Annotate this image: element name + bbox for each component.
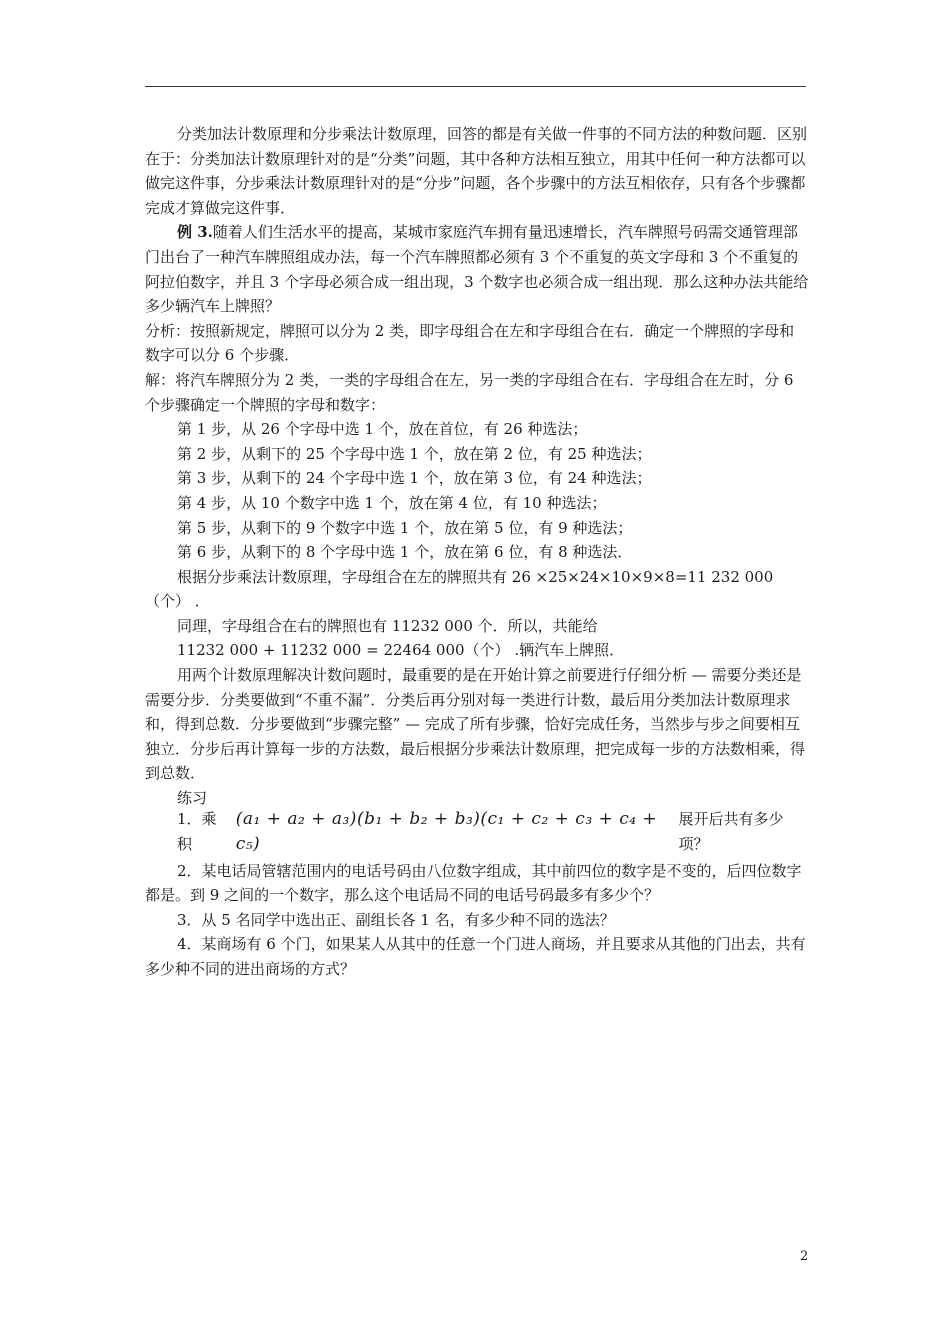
exercise-1-prefix: 1．乘积 <box>177 810 217 853</box>
paragraph-intro: 分类加法计数原理和分步乘法计数原理，回答的都是有关做一件事的不同方法的种数问题．区别在于：分类加法计数原理针对的是“分类”问题，其中各种方法相互独立，用其中任何一种方法都可以做完这件事，分步乘法计数原理针对的是“分步”问题，各个步骤中的方法互相依存，只有各个步骤都完成才算做完这件事． <box>145 125 808 217</box>
step-6: 第 6 步，从剩下的 8 个字母中选 1 个，放在第 6 位，有 8 种选法． <box>177 543 633 562</box>
step-2: 第 2 步，从剩下的 25 个字母中选 1 个，放在第 2 位，有 25 种选法； <box>177 444 652 463</box>
document-body <box>145 122 809 982</box>
result-total: 11232 000 + 11232 000 = 22464 000（个） .辆汽车上牌照． <box>177 641 625 660</box>
exercise-3: 3．从 5 名同学中选出正、副组长各 1 名，有多少种不同的选法？ <box>177 910 615 929</box>
exercise-4: 4．某商场有 6 个门，如果某人从其中的任意一个门进人商场，并且要求从其他的门出去，共有多少种不同的进出商场的方式？ <box>145 935 806 978</box>
example-3 <box>145 220 809 318</box>
example-label: 例 3. <box>177 223 213 242</box>
solution-paragraph: 解：将汽车牌照分为 2 类，一类的字母组合在左，另一类的字母组合在右．字母组合在左时，分 6 个步骤确定一个牌照的字母和数字： <box>145 370 794 414</box>
analysis-paragraph: 分析：按照新规定，牌照可以分为 2 类，即字母组合在左和字母组合在右．确定一个牌照的字母和数字可以分 6 个步骤． <box>145 321 795 365</box>
page-number: 2 <box>800 1249 809 1264</box>
step-1: 第 1 步，从 26 个字母中选 1 个，放在首位，有 26 种选法； <box>177 420 588 439</box>
step-3: 第 3 步，从剩下的 24 个字母中选 1 个，放在第 3 位，有 24 种选法； <box>177 469 652 488</box>
product-formula: (a₁ + a₂ + a₃)(b₁ + b₂ + b₃)(c₁ + c₂ + c₃ + c₄ + c₅) <box>235 809 658 854</box>
header-rule <box>145 86 806 87</box>
exercise-heading: 练习 <box>177 789 208 808</box>
step-4: 第 4 步，从 10 个数字中选 1 个，放在第 4 位，有 10 种选法； <box>177 493 607 512</box>
exercise-2: 2．某电话局管辖范围内的电话号码由八位数字组成，其中前四位的数字是不变的，后四位数字都是。到 9 之间的一个数字，那么这个电话局不同的电话号码最多有多少个？ <box>145 861 802 905</box>
result-right: 同理，字母组合在右的牌照也有 11232 000 个．所以，共能给 <box>177 616 598 635</box>
exercise-1-suffix: 展开后共有多少项？ <box>678 810 784 853</box>
step-5: 第 5 步，从剩下的 9 个数字中选 1 个，放在第 5 位，有 9 种选法； <box>177 518 633 537</box>
summary-paragraph: 用两个计数原理解决计数问题时，最重要的是在开始计算之前要进行仔细分析 — 需要分类还是需要分步．分类要做到“不重不漏”．分类后再分别对每一类进行计数，最后用分类加法计数原理求和，得到总数．分步要做到“步骤完整” — 完成了所有步骤，恰好完成任务，当然步与步之间要相互独立．分步后再计算每一步的方法数，最后根据分步乘法计数原理，把完成每一步的方法数相乘，得到总数． <box>145 666 806 783</box>
exercise-1 <box>145 809 809 854</box>
example-text: 随着人们生活水平的提高，某城市家庭汽车拥有量迅速增长，汽车牌照号码需交通管理部门出台了一种汽车牌照组成办法，每一个汽车牌照都必须有 3 个不重复的英文字母和 3 个不重复的阿拉伯数字，并且 3 个字母必须合成一组出现，3 个数字也必须合成一组出现．那么这种办法共能给多少辆汽车上牌照？ <box>145 223 809 316</box>
result-left: 根据分步乘法计数原理，字母组合在左的牌照共有 26 ×25×24×10×9×8=11 232 000（个） ． <box>145 567 774 611</box>
